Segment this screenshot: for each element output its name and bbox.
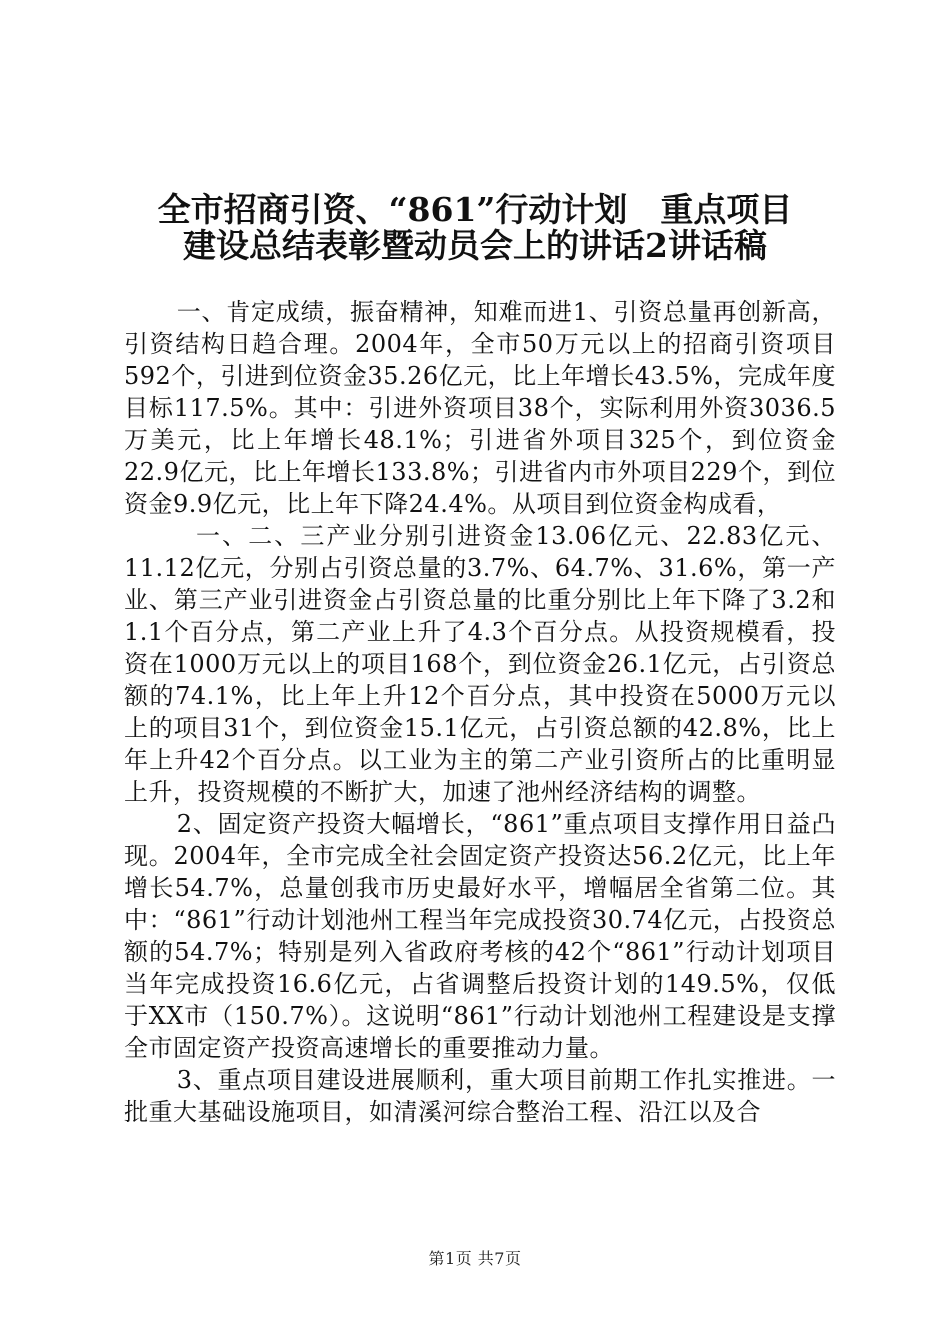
- document-title-line-2: 建设总结表彰暨动员会上的讲话2讲话稿: [183, 226, 767, 265]
- document-title-line-1: 全市招商引资、“861”行动计划 重点项目: [157, 190, 793, 229]
- paragraph-3: 2、固定资产投资大幅增长，“861”重点项目支撑作用日益凸现。2004年，全市完成全社会固定资产投资达56.2亿元，比上年增长54.7%，总量创我市历史最好水平，增幅居全省第二位。其中：“861”行动计划池州工程当年完成投资30.74亿元，占投资总额的54.7%；特别是列入省政府考核的42个“861”行动计划项目当年完成投资16.6亿元，占省调整后投资计划的149.5%，仅低于XX市（150.7%）。这说明“861”行动计划池州工程建设是支撑全市固定资产投资高速增长的重要推动力量。: [124, 810, 836, 1062]
- paragraph-2: 一、二、三产业分别引进资金13.06亿元、22.83亿元、11.12亿元，分别占引资总量的3.7%、64.7%、31.6%，第一产业、第三产业引进资金占引资总量的比重分别比上年下降了3.2和1.1个百分点，第二产业上升了4.3个百分点。从投资规模看，投资在1000万元以上的项目168个，到位资金26.1亿元，占引资总额的74.1%，比上年上升12个百分点，其中投资在5000万元以上的项目31个，到位资金15.1亿元，占引资总额的42.8%，比上年上升42个百分点。以工业为主的第二产业引资所占的比重明显上升，投资规模的不断扩大，加速了池州经济结构的调整。: [124, 522, 836, 806]
- page-footer: 第1页 共7页: [428, 1249, 522, 1268]
- paragraph-4: 3、重点项目建设进展顺利，重大项目前期工作扎实推进。一批重大基础设施项目，如清溪河综合整治工程、沿江以及合: [124, 1066, 836, 1126]
- document-body: [124, 296, 836, 1128]
- paragraph-1: 一、肯定成绩，振奋精神，知难而进1、引资总量再创新高，引资结构日趋合理。2004年，全市50万元以上的招商引资项目592个，引进到位资金35.26亿元，比上年增长43.5%，完成年度目标117.5%。其中：引进外资项目38个，实际利用外资3036.5万美元，比上年增长48.1%；引进省外项目325个，到位资金22.9亿元，比上年增长133.8%；引进省内市外项目229个，到位资金9.9亿元，比上年下降24.4%。从项目到位资金构成看，: [124, 298, 836, 518]
